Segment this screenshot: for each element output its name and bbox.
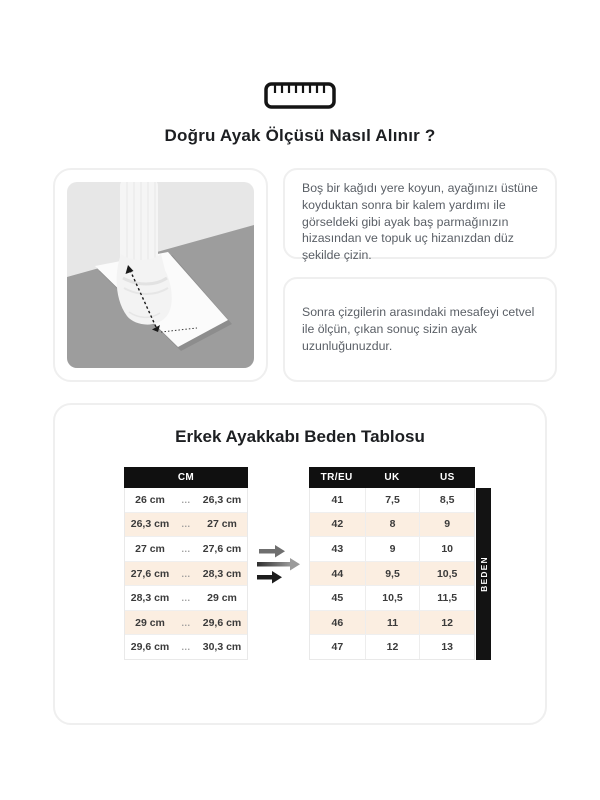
size-row: [310, 611, 474, 636]
cm-from: 27,6 cm: [130, 567, 170, 580]
range-separator: ...: [181, 519, 191, 530]
us-value: 9: [419, 513, 474, 537]
uk-value: 11: [365, 611, 420, 635]
cm-row: [125, 513, 247, 538]
tr-eu-value: 44: [331, 567, 344, 580]
instruction-step-2: Sonra çizgilerin arasındaki mesafeyi cetvel ile ölçün, çıkan sonuç sizin ayak uzunluğunuzdur.: [302, 305, 535, 353]
range-separator: ...: [181, 494, 191, 505]
instruction-step-1: Boş bir kağıdı yere koyun, ayağınızı üstüne koyduktan sonra bir kalem yardımı ile görseldeki gibi ayak baş parmağınızın hizasından ve topuk uç hizanızdan düz şekilde çizin.: [302, 181, 538, 263]
cm-from: 29 cm: [135, 616, 165, 629]
size-row: [310, 586, 474, 611]
foot-measurement-photo: [67, 182, 254, 368]
uk-value: 10,5: [365, 586, 420, 610]
tr-eu-value: 42: [331, 518, 344, 531]
beden-side-bar: [476, 488, 491, 660]
uk-value: 9,5: [365, 562, 420, 586]
us-value: 11,5: [419, 586, 474, 610]
us-value: 10,5: [419, 562, 474, 586]
cm-row: [125, 537, 247, 562]
range-separator: ...: [181, 593, 191, 604]
range-separator: ...: [181, 543, 191, 554]
size-row: [310, 537, 474, 562]
cm-row: [125, 488, 247, 513]
cm-to: 27 cm: [207, 518, 237, 531]
us-value: 10: [419, 537, 474, 561]
size-row: [310, 488, 474, 513]
cm-row: [125, 635, 247, 659]
tr-eu-value: 43: [331, 542, 344, 555]
col-header-tr-eu: TR/EU: [320, 472, 353, 483]
size-table-card: [53, 403, 547, 725]
cm-to: 28,3 cm: [202, 567, 242, 580]
uk-value: 9: [365, 537, 420, 561]
uk-value: 12: [365, 635, 420, 659]
conversion-table: [309, 467, 475, 660]
size-row: [310, 513, 474, 538]
conversion-table-body: [309, 488, 475, 660]
uk-value: 7,5: [365, 488, 420, 512]
cm-to: 29,6 cm: [202, 616, 242, 629]
cm-from: 26 cm: [135, 493, 165, 506]
tr-eu-value: 47: [331, 641, 344, 654]
instruction-card-2: [283, 277, 557, 382]
beden-label: BEDEN: [478, 556, 489, 592]
cm-to: 26,3 cm: [202, 493, 242, 506]
us-value: 12: [419, 611, 474, 635]
tr-eu-value: 41: [331, 493, 344, 506]
cm-table: [124, 467, 248, 660]
cm-to: 29 cm: [207, 592, 237, 605]
cm-table-body: [124, 488, 248, 660]
instruction-card-1: [283, 168, 557, 263]
measurement-photo-card: [53, 168, 268, 382]
cm-row: [125, 611, 247, 636]
uk-value: 8: [365, 513, 420, 537]
us-value: 8,5: [419, 488, 474, 512]
us-value: 13: [419, 635, 474, 659]
cm-to: 27,6 cm: [202, 542, 242, 555]
cm-row: [125, 562, 247, 587]
page-title: Doğru Ayak Ölçüsü Nasıl Alınır ?: [164, 126, 436, 145]
conversion-table-header: [309, 467, 475, 488]
range-separator: ...: [181, 617, 191, 628]
ruler-icon: [264, 82, 336, 109]
cm-row: [125, 586, 247, 611]
cm-to: 30,3 cm: [202, 641, 242, 654]
cm-from: 29,6 cm: [130, 641, 170, 654]
cm-from: 26,3 cm: [130, 518, 170, 531]
size-table-title: Erkek Ayakkabı Beden Tablosu: [175, 427, 425, 446]
tr-eu-value: 46: [331, 616, 344, 629]
cm-table-header: [124, 467, 248, 488]
size-row: [310, 562, 474, 587]
col-header-uk: UK: [384, 472, 400, 483]
cm-header-label: CM: [177, 472, 195, 483]
cm-from: 28,3 cm: [130, 592, 170, 605]
size-row: [310, 635, 474, 659]
conversion-arrows-icon: [256, 544, 304, 586]
range-separator: ...: [181, 642, 191, 653]
col-header-us: US: [439, 472, 455, 483]
cm-from: 27 cm: [135, 542, 165, 555]
tr-eu-value: 45: [331, 592, 344, 605]
range-separator: ...: [181, 568, 191, 579]
